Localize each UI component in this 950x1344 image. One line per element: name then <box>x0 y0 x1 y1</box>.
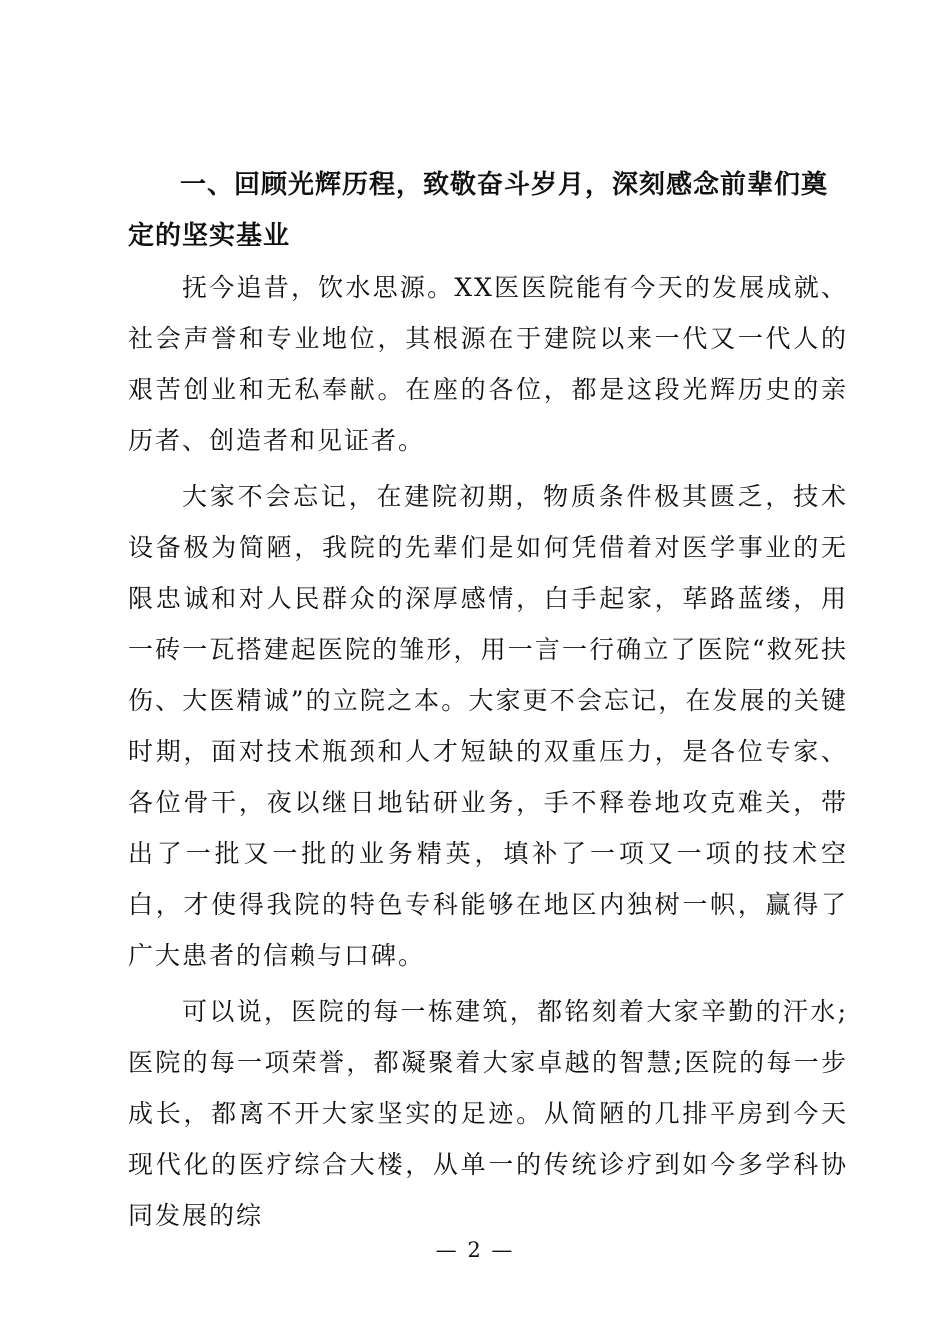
document-body <box>128 160 848 1241</box>
paragraph-3: 可以说，医院的每一栋建筑，都铭刻着大家辛勤的汗水;医院的每一项荣誉，都凝聚着大家卓越的智慧;医院的每一步成长，都离不开大家坚实的足迹。从简陋的几排平房到今天现代化的医疗综合大楼，从单一的传统诊疗到如今多学科协同发展的综 <box>128 997 848 1230</box>
page-number: — 2 — <box>435 1238 515 1262</box>
paragraph-1: 抚今追昔，饮水思源。XX医医院能有今天的发展成就、社会声誉和专业地位，其根源在于建院以来一代又一代人的艰苦创业和无私奉献。在座的各位，都是这段光辉历史的亲历者、创造者和见证者。 <box>128 273 848 455</box>
paragraph-2: 大家不会忘记，在建院初期，物质条件极其匮乏，技术设备极为简陋，我院的先辈们是如何凭借着对医学事业的无限忠诚和对人民群众的深厚感情，白手起家，荜路蓝缕，用一砖一瓦搭建起医院的雏形，用一言一行确立了医院“救死扶伤、大医精诚”的立院之本。大家更不会忘记，在发展的关键时期，面对技术瓶颈和人才短缺的双重压力，是各位专家、各位骨干，夜以继日地钻研业务，手不释卷地攻克难关，带出了一批又一批的业务精英，填补了一项又一项的技术空白，才使得我院的特色专科能够在地区内独树一帜，赢得了广大患者的信赖与口碑。 <box>128 482 848 970</box>
section-heading: 一、回顾光辉历程，致敬奋斗岁月，深刻感念前辈们奠定的坚实基业 <box>128 170 829 251</box>
